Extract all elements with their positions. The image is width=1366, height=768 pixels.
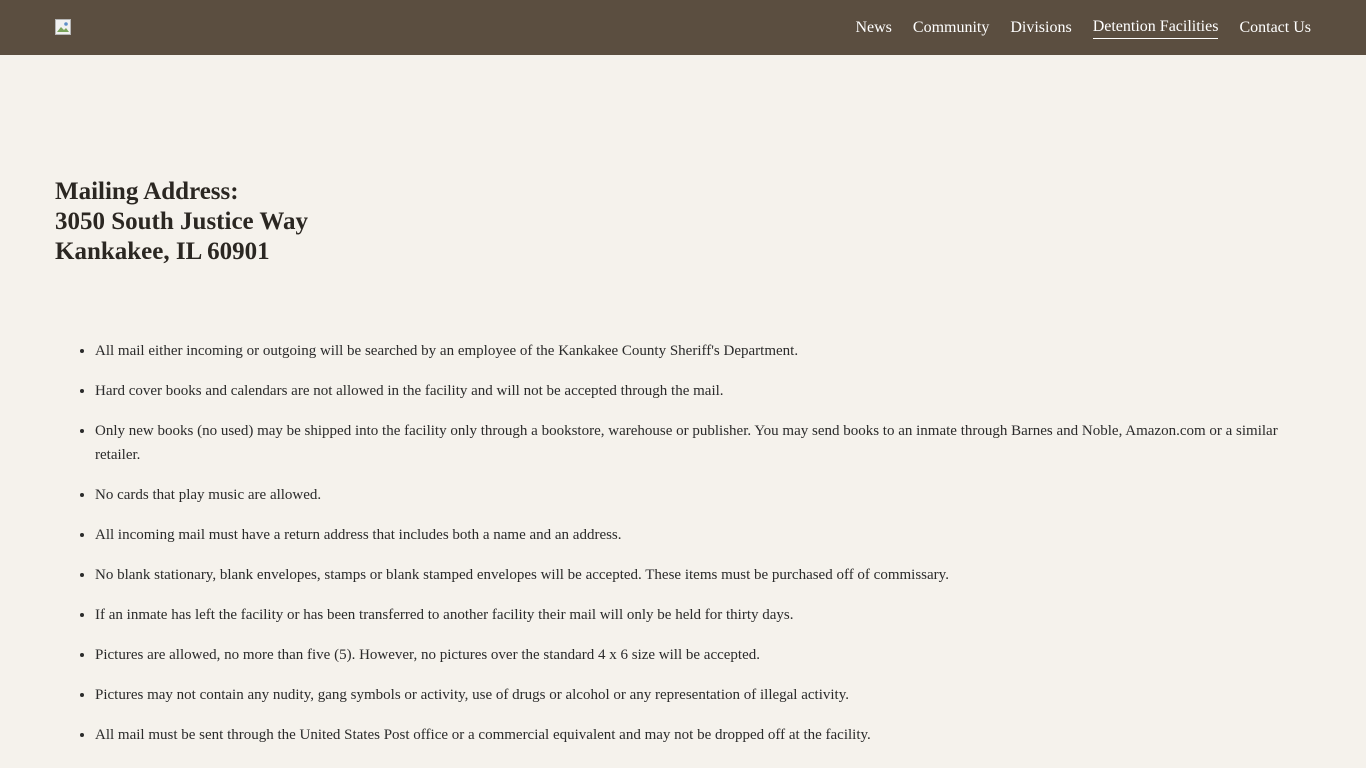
- address-street: 3050 South Justice Way: [55, 208, 309, 235]
- nav-news-link[interactable]: News: [855, 18, 892, 36]
- mail-rule-item: • Pictures may not contain any nudity, gang symbols or activity, use of drugs or alcohol or any representation of illegal activity.: [95, 683, 1311, 707]
- main-nav: [855, 0, 1311, 55]
- mail-rule-item: • No cards that play music are allowed.: [95, 483, 1311, 507]
- mail-rule-item: • Pictures are allowed, no more than five (5). However, no pictures over the standard 4 x 6 size will be accepted.: [95, 643, 1311, 667]
- mail-rule-item: • All mail either incoming or outgoing will be searched by an employee of the Kankakee County Sheriff's Department.: [95, 339, 1311, 363]
- mail-rule-item: • If an inmate has left the facility or has been transferred to another facility their mail will only be held for thirty days.: [95, 603, 1311, 627]
- nav-community-link[interactable]: Community: [912, 18, 990, 36]
- address-city-state-zip: Kankakee, IL 60901: [55, 238, 270, 265]
- mail-rule-item: • No blank stationary, blank envelopes, stamps or blank stamped envelopes will be accepted. These items must be purchased off of commissary.: [95, 563, 1311, 587]
- mail-rule-item: • Hard cover books and calendars are not allowed in the facility and will not be accepted through the mail.: [95, 379, 1311, 403]
- mail-rule-item: • Only new books (no used) may be shipped into the facility only through a bookstore, warehouse or publisher. You may send books to an inmate through Barnes and Noble, Amazon.com or a similar retailer.: [95, 419, 1311, 467]
- mail-rule-item: • All mail must be sent through the United States Post office or a commercial equivalent and may not be dropped off at the facility.: [95, 723, 1311, 747]
- nav-detention-facilities-link[interactable]: Detention Facilities: [1093, 17, 1219, 39]
- nav-divisions-link[interactable]: Divisions: [1010, 18, 1072, 36]
- address-label: Mailing Address:: [55, 178, 239, 205]
- site-header: [0, 0, 1366, 55]
- logo-broken-image-icon[interactable]: [55, 19, 71, 35]
- mailing-address-heading: [55, 177, 308, 267]
- mail-rule-item: • All incoming mail must have a return address that includes both a name and an address.: [95, 523, 1311, 547]
- mail-rules-list: [55, 339, 1311, 763]
- nav-contact-us-link[interactable]: Contact Us: [1239, 18, 1311, 36]
